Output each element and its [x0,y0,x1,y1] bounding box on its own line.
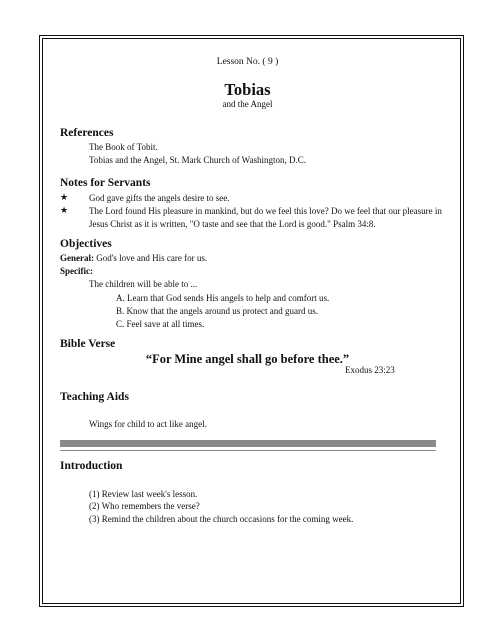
objectives-intro: The children will be able to ... [89,279,198,289]
lesson-subtitle: and the Angel [222,99,273,109]
bible-verse-text: “For Mine angel shall go before thee.” [145,352,350,366]
specific-label: Specific: [60,266,93,276]
objective-item: B. Know that the angels around us protect and guard us. [116,306,318,316]
star-bullet-icon: ★ [60,192,69,202]
reference-item: The Book of Tobit. [89,142,158,152]
objective-item: C. Feel save at all times. [116,319,205,329]
notes-heading: Notes for Servants [60,177,151,189]
notes-item: God gave gifts the angels desire to see. [89,193,230,203]
star-bullet-icon: ★ [60,205,69,215]
general-text: God's love and His care for us. [94,253,208,263]
teaching-aids-text: Wings for child to act like angel. [89,419,207,429]
lesson-title: Tobias [224,80,271,99]
notes-item: The Lord found His pleasure in mankind, but do we feel this love? Do we feel that our pleasure in Jesus Christ as it is written, "O taste and see that the Lord is good." Psalm 34:8. [89,206,442,229]
general-label: General: [60,253,94,263]
teaching-aids-heading: Teaching Aids [60,391,129,403]
reference-item: Tobias and the Angel, St. Mark Church of Washington, D.C. [89,155,306,165]
objective-item: A. Learn that God sends His angels to help and comfort us. [116,293,330,303]
section-divider [60,440,436,447]
introduction-item: (2) Who remembers the verse? [89,501,200,511]
objectives-general [60,253,207,263]
lesson-number: Lesson No. ( 9 ) [216,57,279,67]
introduction-heading: Introduction [60,460,123,472]
bible-verse-heading: Bible Verse [60,338,116,350]
bible-verse-reference: Exodus 23:23 [345,365,395,375]
introduction-item: (1) Review last week's lesson. [89,489,198,499]
introduction-item: (3) Remind the children about the church occasions for the coming week. [89,514,354,524]
section-divider-line [60,450,436,451]
references-heading: References [60,127,114,139]
objectives-heading: Objectives [60,238,112,250]
objectives-specific [60,266,93,276]
